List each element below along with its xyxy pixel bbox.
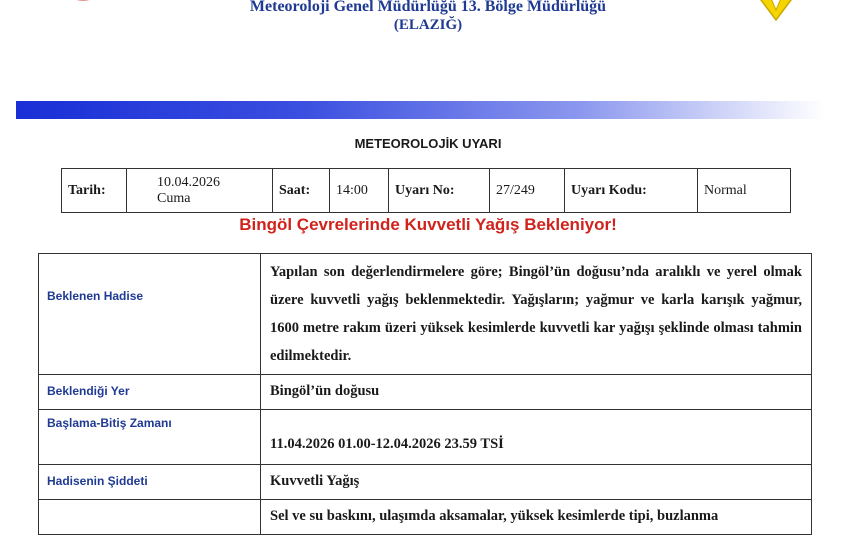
time-value: 14:00 (330, 169, 389, 213)
warning-details-table (38, 253, 812, 535)
expected-event-label: Beklenen Hadise (39, 254, 261, 375)
warning-code-value: Normal (698, 169, 791, 213)
warning-code-label: Uyarı Kodu: (565, 169, 698, 213)
start-end-label: Başlama-Bitiş Zamanı (39, 410, 261, 465)
table-row (39, 254, 812, 375)
severity-value: Kuvvetli Yağış (261, 465, 812, 500)
warning-no-value: 27/249 (490, 169, 565, 213)
warning-info-table (61, 168, 791, 213)
date-cell (127, 169, 273, 213)
table-row (39, 375, 812, 410)
date-label: Tarih: (62, 169, 127, 213)
severity-label: Hadisenin Şiddeti (39, 465, 261, 500)
warning-no-label: Uyarı No: (389, 169, 490, 213)
time-label: Saat: (273, 169, 330, 213)
date-value: 10.04.2026 (157, 174, 220, 190)
expected-place-label: Beklendiği Yer (39, 375, 261, 410)
institution-city: (ELAZIĞ) (393, 17, 463, 33)
expected-event-value: Yapılan son değerlendirmelere göre; Bingöl’ün doğusu’nda aralıklı ve yerel olmak üzere kuvvetli yağış beklenmektedir. Yağışların; yağmur ve karla karışık yağmur, 1600 metre rakım üzeri yüksek kesimlerde kuvvetli kar yağışı şeklinde olması tahmin edilmektedir. (261, 254, 812, 375)
table-row (39, 465, 812, 500)
impact-value: Sel ve su baskını, ulaşımda aksamalar, yüksek kesimlerde tipi, buzlanma (261, 500, 812, 535)
institution-title: Meteoroloji Genel Müdürlüğü 13. Bölge Müdürlüğü (249, 0, 607, 15)
start-end-value: 11.04.2026 01.00-12.04.2026 23.59 TSİ (261, 410, 812, 465)
warning-headline: Bingöl Çevrelerinde Kuvvetli Yağış Bekleniyor! (239, 215, 617, 234)
expected-place-value: Bingöl’ün doğusu (261, 375, 812, 410)
table-row (39, 410, 812, 465)
table-row (39, 500, 812, 535)
day-value: Cuma (157, 190, 191, 206)
header-gradient-bar (16, 101, 824, 119)
warning-title: METEOROLOJİK UYARI (354, 136, 502, 151)
impact-label (39, 500, 261, 535)
